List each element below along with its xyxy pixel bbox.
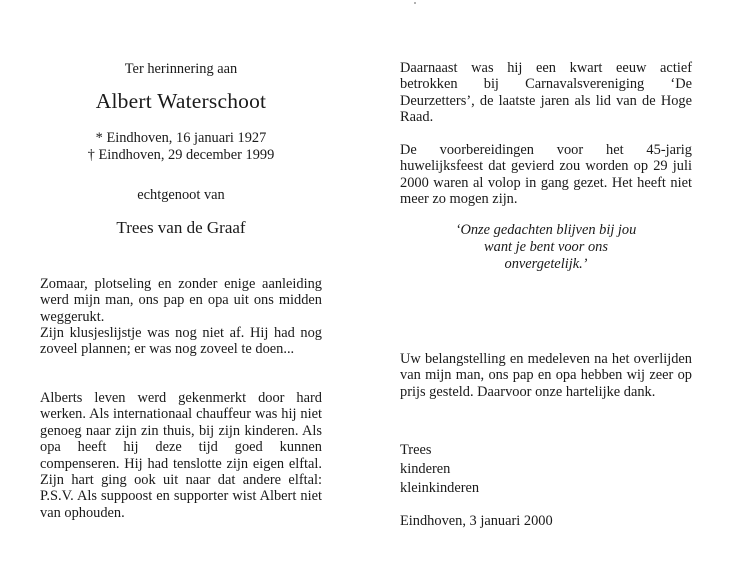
- intro-text: Ter herinnering aan: [124, 61, 238, 77]
- left-paragraph-1: Zomaar, plotseling en zonder enige aanleiding werd mijn man, ons pap en opa uit ons midden weggerukt.: [40, 276, 322, 325]
- right-paragraph-1: Daarnaast was hij een kwart eeuw actief betrokken bij Carnavalsvereniging ‘De Deurzetters’, de laatste jaren als lid van de Hoge Raad.: [400, 60, 692, 126]
- quote-line: ‘Onze gedachten blijven bij jou: [455, 222, 637, 238]
- death-date: † Eindhoven, 29 december 1999: [87, 147, 275, 163]
- birth-date: * Eindhoven, 16 januari 1927: [95, 130, 267, 146]
- quote-line: onvergetelijk.’: [504, 256, 588, 272]
- left-paragraph-3: Alberts leven werd gekenmerkt door hard werken. Als internationaal chauffeur was hij niet genoeg naar zijn zin thuis, bij zijn kinderen. Als opa heeft hij deze tijd goed kunnen compenseren. Hij had tenslotte zijn eigen elftal. Zijn hart ging ook uit naar dat andere elftal: P.S.V. Als suppoost en supporter wist Albert niet van ophouden.: [40, 390, 322, 521]
- signer: Trees: [400, 442, 432, 458]
- signer: kleinkinderen: [400, 480, 480, 496]
- signer: kinderen: [400, 461, 451, 477]
- left-paragraph-2: Zijn klusjeslijstje was nog niet af. Hij had nog zoveel plannen; er was nog zoveel te doen...: [40, 325, 322, 358]
- spouse-intro: echtgenoot van: [137, 187, 225, 203]
- place-date: Eindhoven, 3 januari 2000: [400, 513, 553, 529]
- spouse-name: Trees van de Graaf: [116, 218, 246, 237]
- signers: [400, 441, 479, 498]
- right-paragraph-2: De voorbereidingen voor het 45-jarig huwelijksfeest dat gevierd zou worden op 29 juli 2000 waren al volop in gang gezet. Het heeft niet meer zo mogen zijn.: [400, 142, 692, 208]
- memorial-quote: [400, 222, 692, 273]
- fold-mark: [414, 2, 416, 4]
- deceased-name: Albert Waterschoot: [95, 89, 267, 113]
- quote-line: want je bent voor ons: [484, 239, 608, 255]
- thanks-paragraph: Uw belangstelling en medeleven na het overlijden van mijn man, ons pap en opa hebben wij zeer op prijs gesteld. Daarvoor onze hartelijke dank.: [400, 351, 692, 400]
- life-dates: [40, 130, 322, 164]
